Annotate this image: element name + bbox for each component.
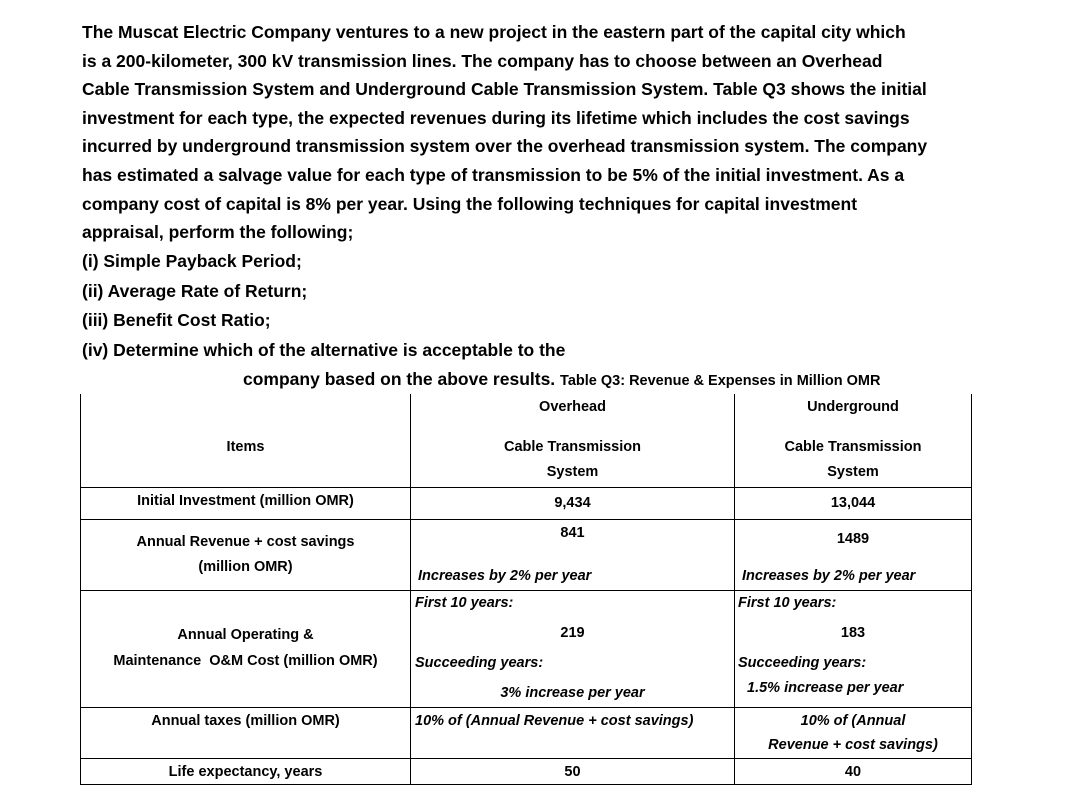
revenue-label-l1: Annual Revenue + cost savings [136,533,355,550]
initial-label-cell [81,487,411,519]
intro-line: appraisal, perform the following; [82,222,354,243]
intro-line: incurred by underground transmission system over the overhead transmission system. The company [82,136,928,157]
intro-line: Cable Transmission System and Underground Cable Transmission System. Table Q3 shows the initial [82,79,927,100]
om-overhead-value: 219 [560,624,585,641]
om-label-l2: Maintenance O&M Cost (million OMR) [113,652,378,669]
intro-line: company cost of capital is 8% per year. Using the following techniques for capital investment [82,193,858,214]
intro-line: has estimated a salvage value for each type of transmission to be 5% of the initial investment. As a [82,164,905,185]
om-underground-cell [735,590,972,707]
taxes-label: Annual taxes (million OMR) [151,712,340,729]
revenue-overhead-cell [411,519,735,590]
header-underground-cell [735,394,972,487]
header-overhead-cell [411,394,735,487]
table-row [81,590,972,707]
revenue-expenses-table [80,394,972,785]
table-row [81,519,972,590]
intro-line: The Muscat Electric Company ventures to a new project in the eastern part of the capital city which [82,22,906,42]
revenue-underground-note: Increases by 2% per year [742,567,916,584]
task-iv-cont-text: company based on the above results. [243,369,556,389]
life-label-cell [81,758,411,784]
initial-overhead-cell [411,487,735,519]
revenue-underground-cell [735,519,972,590]
revenue-label-l2: (million OMR) [198,558,293,575]
revenue-label-cell [81,519,411,590]
initial-label: Initial Investment (million OMR) [137,492,354,509]
om-underground-value: 183 [840,624,866,641]
om-label-l1: Annual Operating & [177,626,314,643]
om-overhead-first: First 10 years: [415,594,514,611]
revenue-underground-value: 1489 [836,530,870,547]
om-overhead-succ: Succeeding years: [415,654,544,671]
table-row [81,707,972,758]
om-label-cell [81,590,411,707]
life-overhead-cell [411,758,735,784]
header-items: Items [226,439,265,455]
om-underground-first: First 10 years: [738,594,837,611]
header-overhead-l1: Cable Transmission [504,439,641,455]
om-underground-succ: Succeeding years: [738,654,867,671]
taxes-overhead-cell [411,707,735,758]
header-items-cell [81,394,411,487]
header-overhead-top: Overhead [539,399,606,415]
taxes-overhead: 10% of (Annual Revenue + cost savings) [415,712,694,729]
initial-underground: 13,044 [830,494,876,511]
taxes-underground-cell [735,707,972,758]
problem-statement [82,18,998,247]
taxes-underground-l1: 10% of (Annual [800,712,906,729]
revenue-overhead-value: 841 [560,524,585,541]
intro-line: investment for each type, the expected revenues during its lifetime which includes the cost savings [82,107,910,128]
task-i: (i) Simple Payback Period; [82,251,302,271]
table-row [81,758,972,784]
header-underground-l2: System [827,464,879,480]
table-caption: Table Q3: Revenue & Expenses in Million OMR [560,373,881,389]
header-underground-l1: Cable Transmission [784,439,922,455]
life-label: Life expectancy, years [168,763,323,780]
initial-overhead: 9,434 [554,494,591,511]
table-header-row [81,394,972,487]
life-overhead: 50 [564,763,581,780]
life-underground-cell [735,758,972,784]
om-overhead-succ-val: 3% increase per year [500,684,645,701]
om-overhead-cell [411,590,735,707]
revenue-overhead-note: Increases by 2% per year [418,567,592,584]
task-iv-continuation [243,368,880,392]
life-underground: 40 [844,763,862,780]
header-underground-top: Underground [807,399,899,415]
task-iii: (iii) Benefit Cost Ratio; [82,310,271,330]
intro-line: is a 200-kilometer, 300 kV transmission lines. The company has to choose between an Overhead [82,50,883,71]
table-row [81,487,972,519]
taxes-label-cell [81,707,411,758]
taxes-underground-l2: Revenue + cost savings) [768,736,938,753]
initial-underground-cell [735,487,972,519]
task-iv: (iv) Determine which of the alternative is acceptable to the [82,340,566,360]
om-underground-succ-val: 1.5% increase per year [747,679,904,696]
task-ii: (ii) Average Rate of Return; [82,281,308,301]
header-overhead-l2: System [546,464,599,480]
